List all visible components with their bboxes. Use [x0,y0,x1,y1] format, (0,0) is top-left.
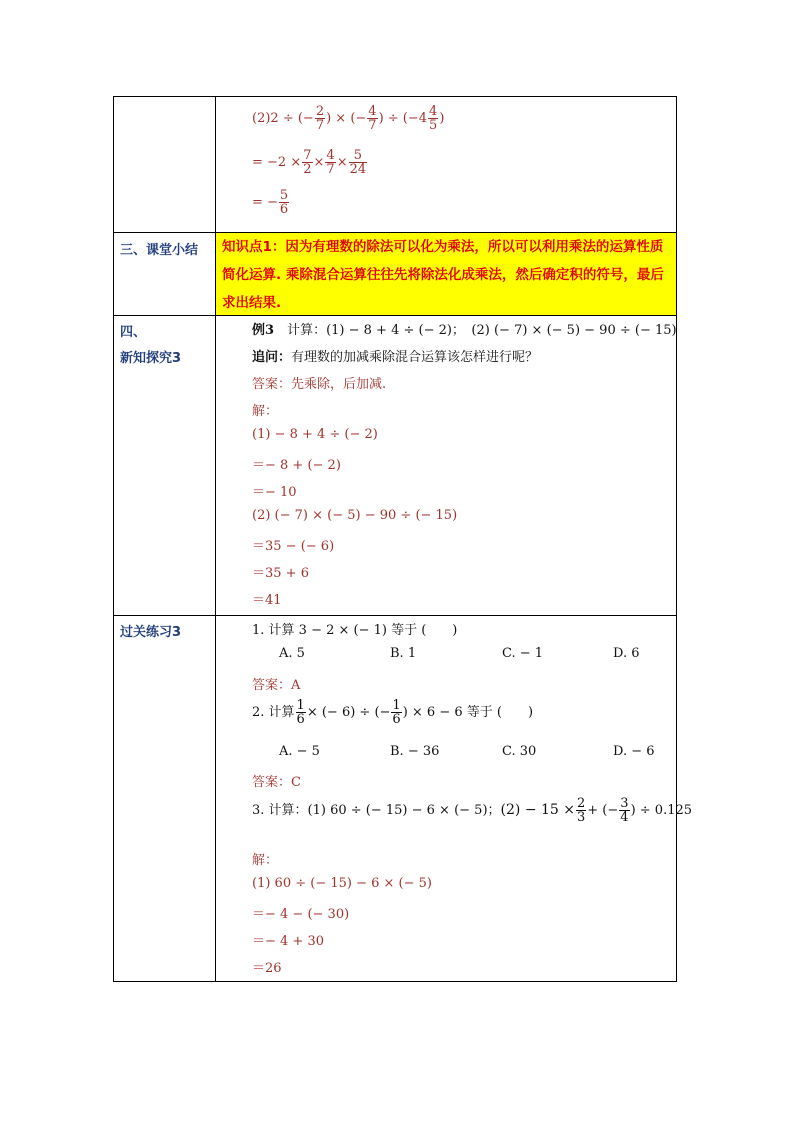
question-1: 1. 计算 3 − 2 × (− 1) 等于 ( ) [252,623,458,638]
numerator: 2 [315,104,325,119]
calc-line-1 [252,105,444,132]
explore-label-line1: 四、 [120,325,147,340]
summary-label: 三、课堂小结 [120,243,199,258]
solution-step: ＝35 − (− 6) [252,539,335,554]
solution-step: ＝− 10 [252,485,297,500]
calc-line-2 [252,149,368,176]
fraction [349,149,368,176]
practice-step: ＝26 [252,961,282,976]
numerator: 1 [296,698,305,713]
q1-answer: 答案：A [252,678,301,693]
solution-step: ＝35 + 6 [252,566,309,581]
q1-option-b: B. 1 [390,646,417,661]
q2-option-d: D. − 6 [613,744,655,759]
calc-text: (2)2 ÷ (− [252,111,314,126]
lesson-table [113,96,693,982]
example-label: 例3 [252,323,275,338]
practice-label: 过关练习3 [120,625,182,640]
denominator: 2 [303,162,312,177]
fraction [428,105,438,132]
question-text: + (− [587,803,619,818]
question-2 [252,699,533,726]
fraction [279,189,289,216]
numerator: 4 [326,148,335,163]
question-label: 追问： [252,350,292,365]
fraction [619,797,629,824]
numerator: 5 [349,149,368,163]
calc-text: = −2 × [252,155,302,170]
question-text: (2) − 15 × [500,802,575,818]
practice-step: ＝− 4 + 30 [252,934,324,949]
question-3 [252,797,692,824]
q2-option-c: C. 30 [502,744,537,759]
fraction [391,699,401,726]
solution-step: ＝− 8 + (− 2) [252,458,341,473]
numerator: 4 [368,104,377,119]
solution-step: ＝41 [252,593,282,608]
denominator: 7 [368,118,377,133]
q2-option-a: A. − 5 [279,744,320,759]
question-text: × (− 6) ÷ (− [306,705,391,720]
calc-text: ) × (− [326,111,367,126]
denominator: 7 [326,162,335,177]
numerator: 2 [577,796,586,811]
solution-step: (1) − 8 + 4 ÷ (− 2) [252,427,378,442]
question-text: 3. 计算：(1) 60 ÷ (− 15) − 6 × (− 5)； [252,803,501,818]
q2-option-b: B. − 36 [390,744,440,759]
q2-answer: 答案：C [252,775,301,790]
question-text: 有理数的加减乘除混合运算该怎样进行呢？ [291,350,539,365]
denominator: 5 [429,118,438,133]
row-divider [114,615,676,616]
knowledge-point-text: 知识点1：因为有理数的除法可以化为乘法，所以可以利用乘法的运算性质简化运算. 乘除混合运算往往先将除法化成乘法，然后确定积的符号，最后求出结果. [222,239,664,311]
q1-option-d: D. 6 [613,646,640,661]
calc-text: ) ÷ (−4 [378,111,428,126]
numerator: 7 [303,148,312,163]
denominator: 4 [620,810,629,825]
q1-option-c: C. − 1 [502,646,544,661]
question-text: 2. 计算 [252,705,295,720]
answer-line: 答案：先乘除，后加减. [252,377,387,392]
example-line [252,319,677,338]
question-text: ) × 6 − 6 等于 ( ) [402,705,534,720]
denominator: 6 [279,202,289,217]
denominator: 7 [315,118,325,133]
question-text: ) ÷ 0.125 [630,803,693,818]
fraction [325,149,335,176]
practice-step: (1) 60 ÷ (− 15) − 6 × (− 5) [252,876,432,891]
denominator: 24 [349,162,367,177]
numerator: 4 [429,104,438,119]
numerator: 1 [392,698,401,713]
calc-text: = − [252,195,278,210]
calc-line-3 [252,189,290,216]
fraction [367,105,377,132]
solution-label: 解： [252,404,279,419]
numerator: 5 [279,188,289,203]
denominator: 6 [296,712,305,727]
calc-text: × [336,155,348,170]
numerator: 3 [620,796,629,811]
example-text: 计算：(1) − 8 + 4 ÷ (− 2)； (2) (− 7) × (− 5) − 90 ÷ (− 15) [287,323,677,338]
solution-step: (2) (− 7) × (− 5) − 90 ÷ (− 15) [252,508,458,523]
practice-solution-label: 解： [252,853,279,868]
column-divider [215,97,216,981]
calc-text: × [313,155,325,170]
denominator: 3 [577,810,586,825]
fraction [576,797,586,824]
fraction [302,149,312,176]
question-line [252,346,538,365]
q1-option-a: A. 5 [279,646,305,661]
practice-step: ＝− 4 − (− 30) [252,907,350,922]
fraction [315,105,325,132]
calc-text: ) [439,111,445,126]
explore-label-line2: 新知探究3 [120,351,182,366]
denominator: 6 [392,712,401,727]
fraction [296,699,306,726]
